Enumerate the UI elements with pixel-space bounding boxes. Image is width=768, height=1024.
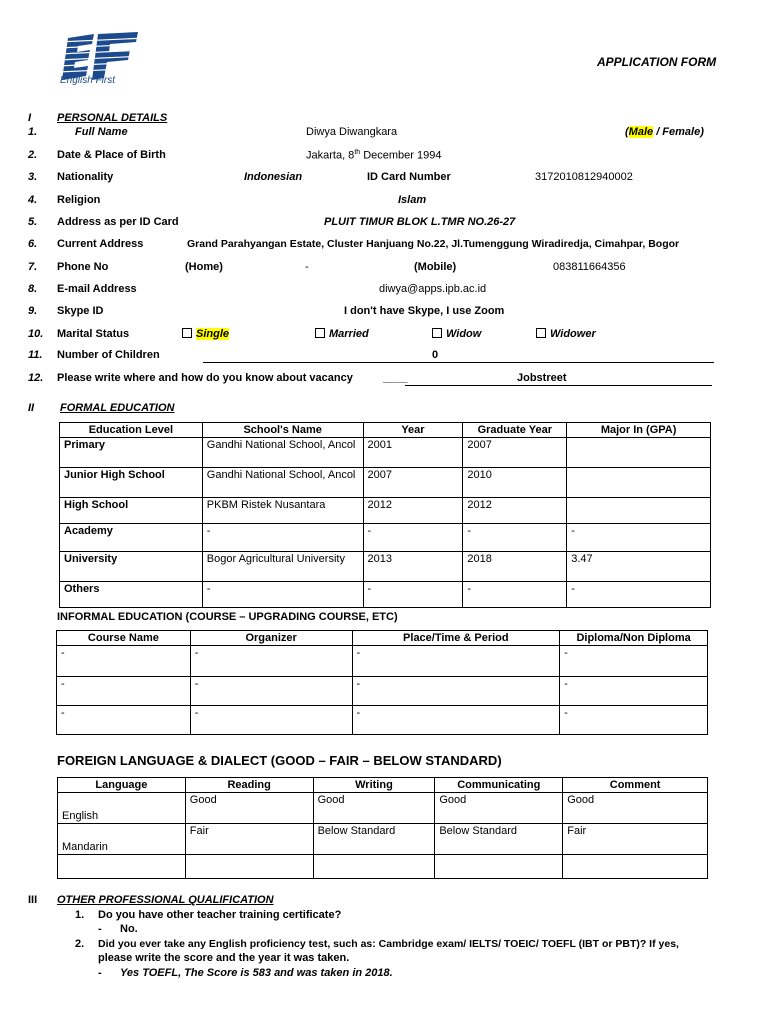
dob-label: Date & Place of Birth: [57, 149, 166, 161]
table-cell: 2018: [463, 552, 567, 582]
language-table: [57, 777, 708, 879]
address-label: Address as per ID Card: [57, 216, 179, 228]
row-number: 12.: [28, 372, 44, 384]
table-cell: 2007: [363, 468, 463, 498]
table-cell: 2012: [463, 498, 567, 524]
table-cell: High School: [60, 498, 203, 524]
table-cell: Fair: [563, 824, 708, 855]
vacancy-value: Jobstreet: [517, 372, 567, 384]
gender-female: / Female): [653, 126, 704, 138]
table-cell: Academy: [60, 524, 203, 552]
table-cell: -: [567, 582, 711, 608]
table-row: [58, 824, 708, 855]
table-cell: Bogor Agricultural University: [202, 552, 363, 582]
home-value: -: [305, 261, 309, 273]
table-header: Comment: [563, 778, 708, 793]
address-value: PLUIT TIMUR BLOK L.TMR NO.26-27: [324, 216, 516, 228]
vacancy-dash: ____: [383, 372, 408, 384]
full-name-label: Full Name: [75, 126, 128, 138]
table-cell: 2010: [463, 468, 567, 498]
table-cell: -: [463, 524, 567, 552]
vacancy-label: Please write where and how do you know about vacancy: [57, 372, 353, 384]
dob-post: December 1994: [360, 149, 442, 162]
row-number: 11.: [28, 349, 43, 361]
table-header: Place/Time & Period: [352, 631, 560, 646]
table-cell: English: [58, 793, 186, 824]
phone-label: Phone No: [57, 261, 109, 273]
table-cell: [313, 855, 435, 879]
table-cell: [58, 855, 186, 879]
row-number: 2.: [28, 149, 38, 161]
table-row: [60, 552, 711, 582]
table-cell: 2013: [363, 552, 463, 582]
table-row: [58, 793, 708, 824]
table-cell: [567, 498, 711, 524]
current-address-label: Current Address: [57, 238, 144, 250]
table-cell: -: [190, 646, 352, 677]
marital-widow-option[interactable]: [432, 328, 481, 340]
table-cell: Good: [563, 793, 708, 824]
table-header-row: [58, 778, 708, 793]
section-title: FORMAL EDUCATION: [60, 402, 175, 414]
table-header: Major In (GPA): [567, 423, 711, 438]
informal-education-table: [56, 630, 708, 735]
informal-education-title: INFORMAL EDUCATION (COURSE – UPGRADING COURSE, ETC): [57, 611, 398, 623]
table-cell: -: [560, 677, 708, 706]
table-cell: -: [363, 524, 463, 552]
widow-label: Widow: [446, 328, 482, 340]
gender-open: (: [625, 126, 629, 138]
email-value: diwya@apps.ipb.ac.id: [379, 283, 487, 295]
table-header: Graduate Year: [463, 423, 567, 438]
table-cell: -: [560, 646, 708, 677]
table-cell: Gandhi National School, Ancol: [202, 468, 363, 498]
gender-male: Male: [628, 126, 654, 138]
table-cell: Good: [313, 793, 435, 824]
table-header-row: [60, 423, 711, 438]
table-cell: -: [560, 706, 708, 735]
answer-1: No.: [120, 923, 138, 935]
widower-label: Widower: [550, 328, 596, 340]
row-number: 7.: [28, 261, 38, 273]
table-cell: Gandhi National School, Ancol: [202, 438, 363, 468]
idcard-label: ID Card Number: [367, 171, 451, 183]
table-header: Language: [58, 778, 186, 793]
table-header: Year: [363, 423, 463, 438]
children-label: Number of Children: [57, 349, 160, 361]
mobile-label: (Mobile): [414, 261, 457, 273]
logo-caption: English First: [60, 75, 116, 86]
skype-label: Skype ID: [57, 305, 104, 317]
table-header: Writing: [313, 778, 435, 793]
table-cell: -: [57, 646, 191, 677]
table-header: Course Name: [57, 631, 191, 646]
table-cell: -: [190, 677, 352, 706]
section-title: PERSONAL DETAILS: [57, 112, 168, 124]
table-cell: -: [57, 677, 191, 706]
table-cell: -: [567, 524, 711, 552]
dob-value: [306, 149, 441, 162]
table-row: [60, 438, 711, 468]
row-number: 8.: [28, 283, 38, 295]
table-header: Education Level: [60, 423, 203, 438]
section-number: III: [28, 894, 38, 906]
checkbox-icon[interactable]: [182, 328, 192, 338]
gender-field: [625, 126, 704, 138]
home-label: (Home): [185, 261, 223, 273]
nationality-label: Nationality: [57, 171, 114, 183]
table-cell: Mandarin: [58, 824, 186, 855]
marital-label: Marital Status: [57, 328, 130, 340]
table-row: [57, 646, 708, 677]
answer-2: Yes TOEFL, The Score is 583 and was taken in 2018.: [120, 967, 393, 979]
table-cell: -: [352, 677, 560, 706]
single-label: Single: [196, 328, 230, 340]
formal-education-table: [59, 422, 711, 608]
table-row: [58, 855, 708, 879]
row-number: 1.: [28, 126, 38, 138]
language-title: FOREIGN LANGUAGE & DIALECT (GOOD – FAIR – BELOW STANDARD): [57, 753, 502, 768]
question-number: 2.: [75, 938, 85, 950]
table-cell: -: [190, 706, 352, 735]
table-header-row: [57, 631, 708, 646]
table-cell: -: [363, 582, 463, 608]
table-row: [60, 524, 711, 552]
table-cell: Fair: [185, 824, 313, 855]
table-cell: 2012: [363, 498, 463, 524]
section-number: I: [28, 112, 32, 124]
children-underline: [203, 362, 714, 363]
table-cell: [567, 468, 711, 498]
table-cell: [185, 855, 313, 879]
answer-dash: -: [98, 923, 102, 935]
table-cell: University: [60, 552, 203, 582]
children-value: 0: [432, 349, 439, 361]
question-number: 1.: [75, 909, 85, 921]
table-cell: [435, 855, 563, 879]
answer-dash: -: [98, 967, 102, 979]
marital-married-option[interactable]: [315, 328, 369, 340]
table-cell: 3.47: [567, 552, 711, 582]
married-label: Married: [329, 328, 369, 340]
email-label: E-mail Address: [57, 283, 137, 295]
idcard-value: 3172010812940002: [535, 171, 633, 183]
question-2-line-1: Did you ever take any English proficiency test, such as: Cambridge exam/ IELTS/ TOEIC/ TOEFL (IBT or PBT)? If yes,: [98, 938, 679, 950]
row-number: 3.: [28, 171, 38, 183]
section-number: II: [28, 402, 35, 414]
question-1: Do you have other teacher training certificate?: [98, 909, 342, 921]
table-cell: Below Standard: [435, 824, 563, 855]
checkbox-icon[interactable]: [315, 328, 325, 338]
skype-value: I don't have Skype, I use Zoom: [344, 305, 505, 317]
row-number: 6.: [28, 238, 38, 250]
marital-widower-option[interactable]: [536, 328, 596, 340]
row-number: 9.: [28, 305, 38, 317]
table-header: Diploma/Non Diploma: [560, 631, 708, 646]
page-title: APPLICATION FORM: [597, 55, 717, 69]
dob-pre: Jakarta, 8: [306, 149, 355, 162]
row-number: 10.: [28, 328, 44, 340]
checkbox-icon[interactable]: [432, 328, 442, 338]
table-cell: [567, 438, 711, 468]
table-cell: 2001: [363, 438, 463, 468]
table-header: School's Name: [202, 423, 363, 438]
dob-sup: th: [354, 149, 361, 156]
table-row: [60, 498, 711, 524]
row-number: 5.: [28, 216, 38, 228]
section-title: OTHER PROFESSIONAL QUALIFICATION: [57, 894, 274, 906]
vacancy-underline: [405, 385, 712, 386]
table-cell: Primary: [60, 438, 203, 468]
marital-single-option[interactable]: [182, 328, 229, 340]
current-address-value: Grand Parahyangan Estate, Cluster Hanjuang No.22, Jl.Tumenggung Wiradiredja, Cimahpar, Bogor: [187, 238, 680, 250]
question-2-line-2: please write the score and the year it was taken.: [98, 952, 350, 964]
row-number: 4.: [28, 194, 38, 206]
religion-label: Religion: [57, 194, 101, 206]
table-cell: Good: [435, 793, 563, 824]
table-cell: [563, 855, 708, 879]
table-row: [60, 468, 711, 498]
table-cell: -: [352, 646, 560, 677]
table-cell: -: [202, 524, 363, 552]
table-header: Communicating: [435, 778, 563, 793]
table-cell: Good: [185, 793, 313, 824]
table-cell: Below Standard: [313, 824, 435, 855]
mobile-value: 083811664356: [553, 261, 626, 273]
full-name-value: Diwya Diwangkara: [306, 126, 398, 138]
checkbox-icon[interactable]: [536, 328, 546, 338]
table-row: [57, 677, 708, 706]
table-cell: -: [57, 706, 191, 735]
table-header: Reading: [185, 778, 313, 793]
table-row: [57, 706, 708, 735]
table-cell: -: [202, 582, 363, 608]
table-cell: 2007: [463, 438, 567, 468]
table-header: Organizer: [190, 631, 352, 646]
table-cell: Junior High School: [60, 468, 203, 498]
religion-value: Islam: [398, 194, 427, 206]
table-cell: PKBM Ristek Nusantara: [202, 498, 363, 524]
table-row: [60, 582, 711, 608]
table-cell: -: [463, 582, 567, 608]
nationality-value: Indonesian: [244, 171, 303, 183]
table-cell: -: [352, 706, 560, 735]
table-cell: Others: [60, 582, 203, 608]
